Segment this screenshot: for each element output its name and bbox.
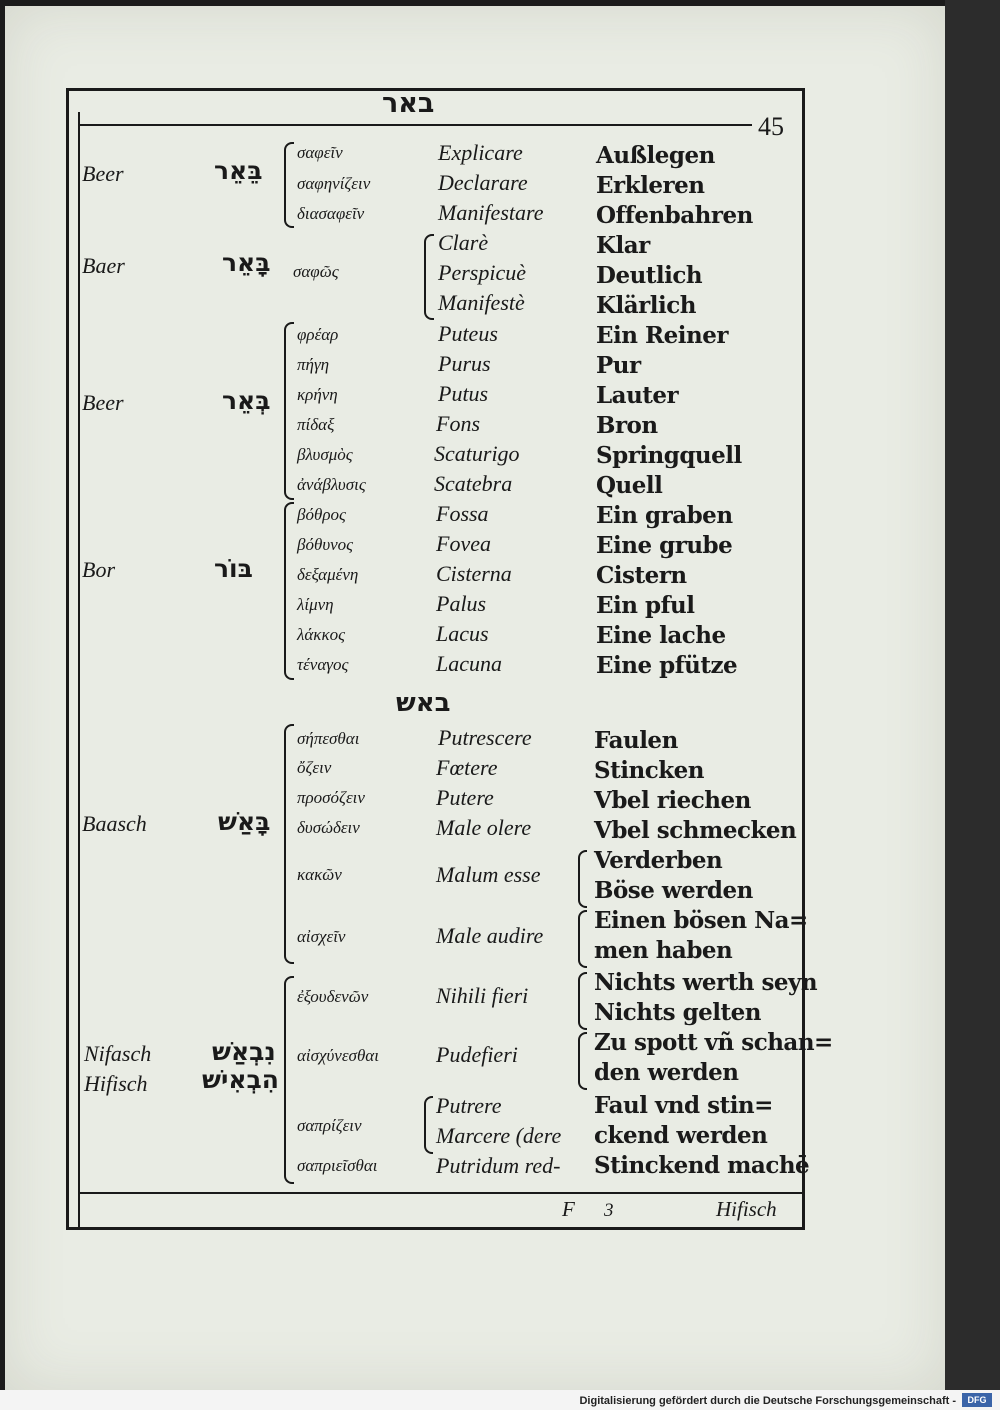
dfg-logo[interactable]: DFG: [962, 1393, 992, 1407]
german-term: Deutlich: [596, 262, 703, 289]
german-term: Faulen: [594, 727, 678, 754]
headword: Nifasch: [84, 1041, 152, 1066]
greek-term: σαφῶς: [293, 262, 339, 281]
german-term: Cistern: [596, 562, 687, 589]
latin-term: Clarè: [438, 230, 489, 255]
latin-term: Putridum red-: [436, 1153, 561, 1178]
greek-term: βόθρος: [297, 505, 346, 524]
latin-term: Putere: [436, 785, 494, 810]
latin-term: Scatebra: [434, 471, 513, 496]
latin-term: Fœtere: [436, 755, 498, 780]
funding-credit: Digitalisierung gefördert durch die Deutsche Forschungsgemeinschaft -: [579, 1395, 956, 1407]
latin-term: Manifestè: [438, 290, 525, 315]
greek-term: ἐξουδενῶν: [297, 987, 369, 1006]
greek-term: προσόζειν: [297, 788, 365, 807]
latin-term: Putrescere: [438, 725, 532, 750]
german-term: Erkleren: [596, 172, 705, 199]
german-term: Eine lache: [596, 622, 726, 649]
latin-term: Declarare: [438, 170, 528, 195]
latin-term: Puteus: [438, 321, 498, 346]
frame-inner-left-line: [78, 112, 80, 1227]
latin-term: Malum esse: [436, 862, 541, 887]
german-term: Ein pful: [596, 592, 695, 619]
hebrew-word: הִבְאִישׁ: [202, 1065, 279, 1094]
headword: Beer: [82, 161, 124, 186]
latin-term: Scaturigo: [434, 441, 520, 466]
greek-term: τέναγος: [297, 655, 349, 674]
german-term: den werden: [594, 1059, 739, 1086]
signature-mark: F: [562, 1197, 575, 1221]
latin-term: Manifestare: [438, 200, 544, 225]
greek-term: σήπεσθαι: [297, 729, 360, 748]
german-term: ckend werden: [594, 1122, 768, 1149]
greek-term: πίδαξ: [297, 415, 335, 434]
greek-term: διασαφεῖν: [297, 204, 365, 223]
brace: [578, 1032, 587, 1090]
greek-term: σαπρίζειν: [297, 1116, 362, 1135]
german-term: Stincken: [594, 757, 704, 784]
greek-term: αἰσχεῖν: [297, 927, 346, 946]
german-term: Offenbahren: [596, 202, 753, 229]
frame-header-rule: [78, 124, 752, 126]
latin-term: Lacus: [436, 621, 489, 646]
greek-term: φρέαρ: [297, 325, 339, 344]
greek-term: βόθυνος: [297, 535, 354, 554]
latin-term: Fons: [436, 411, 480, 436]
german-term: Nichts gelten: [594, 999, 761, 1026]
greek-term: σαφεῖν: [297, 143, 343, 162]
page-number: 45: [758, 112, 784, 141]
german-term: Einen bösen Na=: [594, 907, 808, 934]
headword: Baasch: [82, 811, 147, 836]
greek-term: σαπριεῖσθαι: [297, 1156, 378, 1175]
latin-term: Cisterna: [436, 561, 512, 586]
hebrew-word: בָּאֵר: [222, 248, 271, 277]
german-term: Zu spott vñ schan=: [594, 1029, 833, 1056]
greek-term: ὄζειν: [297, 758, 332, 777]
german-term: Stinckend machē: [594, 1152, 810, 1179]
german-term: Bron: [596, 412, 658, 439]
latin-term: Putus: [438, 381, 489, 406]
german-term: Vbel riechen: [594, 787, 751, 814]
german-term: Verderben: [594, 847, 723, 874]
brace: [424, 234, 434, 320]
scan-margin: [945, 0, 1000, 1390]
headword: Beer: [82, 390, 124, 415]
headword: Bor: [82, 557, 115, 582]
brace: [578, 910, 587, 968]
german-term: Springquell: [596, 442, 742, 469]
greek-term: αἰσχύνεσθαι: [297, 1046, 379, 1065]
headword: Hifisch: [84, 1071, 148, 1096]
brace: [284, 322, 294, 500]
frame-footer-rule: [78, 1192, 804, 1194]
greek-term: λίμνη: [297, 595, 334, 614]
brace: [578, 850, 587, 908]
german-term: Lauter: [596, 382, 679, 409]
greek-term: σαφηνίζειν: [297, 174, 371, 193]
latin-term: Male olere: [436, 815, 532, 840]
brace: [284, 502, 294, 680]
greek-term: δυσώδειν: [297, 818, 360, 837]
brace: [284, 976, 294, 1184]
hebrew-word: בֵּאֵר: [214, 156, 263, 185]
latin-term: Explicare: [438, 140, 523, 165]
german-term: Ein graben: [596, 502, 733, 529]
frame-right-line: [802, 88, 805, 1230]
german-term: Faul vnd stin=: [594, 1092, 773, 1119]
brace: [284, 724, 294, 964]
latin-term: Pudefieri: [436, 1042, 518, 1067]
latin-term: Lacuna: [436, 651, 502, 676]
latin-term: Palus: [436, 591, 487, 616]
latin-term: Nihili fieri: [436, 983, 529, 1008]
frame-left-line: [66, 88, 69, 1230]
frame-bottom-line: [66, 1227, 805, 1230]
hebrew-word: בָּאַשׁ: [218, 807, 271, 836]
headword: Baer: [82, 253, 125, 278]
german-term: Böse werden: [594, 877, 753, 904]
german-term: Ein Reiner: [596, 322, 728, 349]
latin-term: Putrere: [436, 1093, 502, 1118]
greek-term: βλυσμὸς: [297, 445, 353, 464]
latin-term: Fossa: [436, 501, 489, 526]
german-term: Eine grube: [596, 532, 733, 559]
german-term: Quell: [596, 472, 663, 499]
latin-term: Marcere (dere: [436, 1123, 562, 1148]
running-head-hebrew: באר: [382, 88, 435, 119]
german-term: Pur: [596, 352, 641, 379]
german-term: Nichts werth seyn: [594, 969, 818, 996]
greek-term: κρήνη: [297, 385, 338, 404]
greek-term: λάκκος: [297, 625, 346, 644]
catchword: Hifisch: [716, 1197, 777, 1221]
brace: [424, 1096, 433, 1154]
hebrew-word: בְּאֵר: [222, 386, 271, 415]
brace: [578, 972, 587, 1030]
latin-term: Fovea: [436, 531, 491, 556]
german-term: Außlegen: [596, 142, 715, 169]
hebrew-word: נִבְאַשׁ: [212, 1037, 276, 1066]
german-term: men haben: [594, 937, 733, 964]
greek-term: δεξαμένη: [297, 565, 359, 584]
latin-term: Male audire: [436, 923, 544, 948]
german-term: Klar: [596, 232, 650, 259]
german-term: Klärlich: [596, 292, 696, 319]
german-term: Eine pfütze: [596, 652, 738, 679]
frame-top-line: [66, 88, 805, 91]
section-title-hebrew: באש: [396, 688, 451, 718]
latin-term: Purus: [438, 351, 491, 376]
greek-term: κακῶν: [297, 865, 342, 884]
brace: [284, 142, 294, 228]
latin-term: Perspicuè: [438, 260, 526, 285]
greek-term: πήγη: [297, 355, 330, 374]
greek-term: ἀνάβλυσις: [297, 475, 366, 494]
german-term: Vbel schmecken: [594, 817, 797, 844]
hebrew-word: בּוֹר: [214, 554, 253, 583]
signature-number: 3: [604, 1200, 614, 1221]
